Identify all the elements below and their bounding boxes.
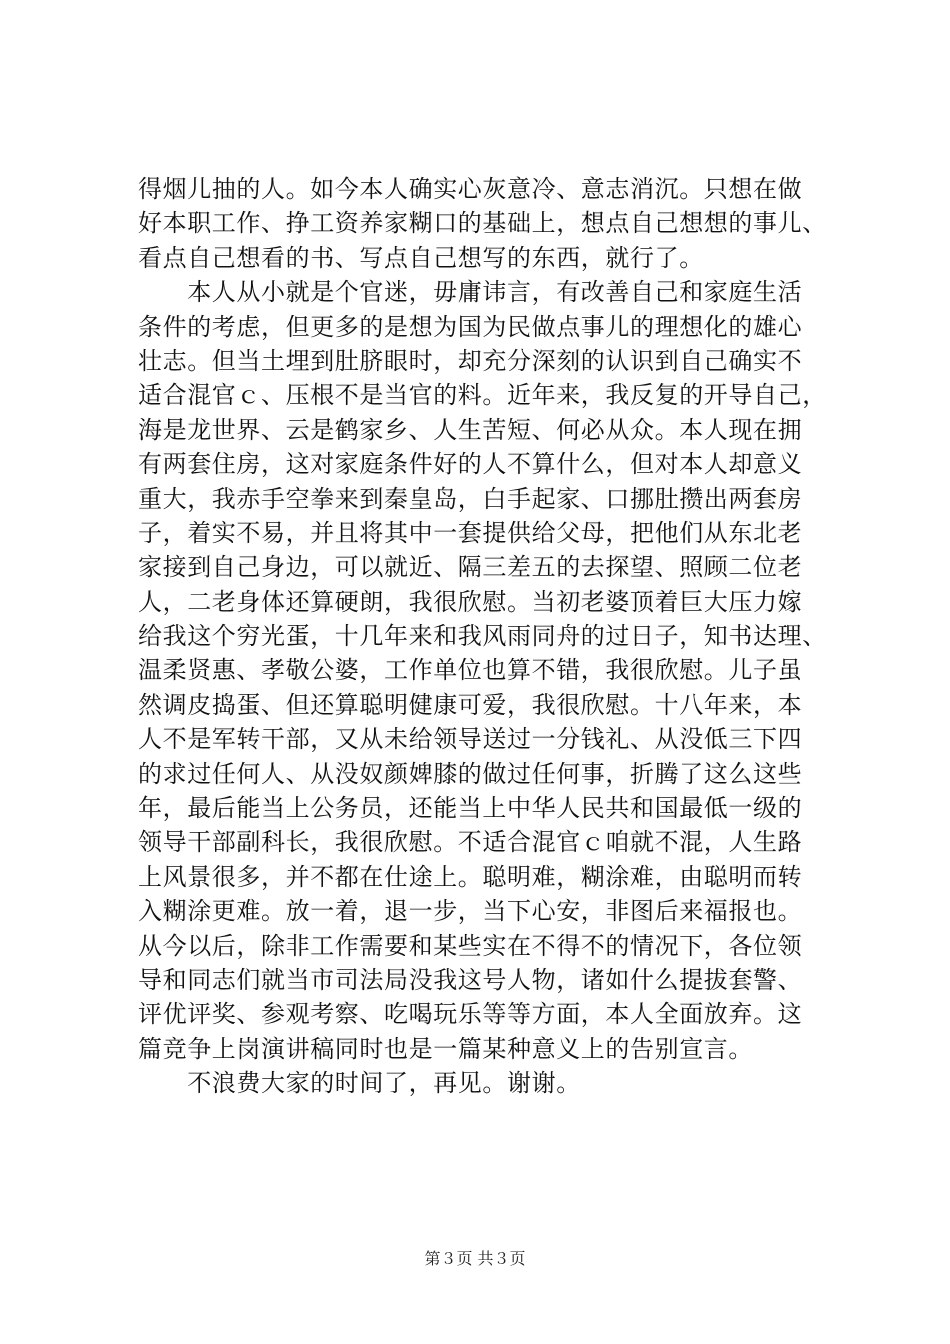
text-line: 不浪费大家的时间了，再见。谢谢。 xyxy=(138,1069,581,1098)
text-line: 重大，我赤手空拳来到秦皇岛，白手起家、口挪肚攒出两套房 xyxy=(138,484,803,513)
text-line: 家接到自己身边，可以就近、隔三差五的去探望、照顾二位老 xyxy=(138,553,803,582)
text-line: 温柔贤惠、孝敬公婆，工作单位也算不错，我很欣慰。儿子虽 xyxy=(138,656,803,685)
text-line: 给我这个穷光蛋，十几年来和我风雨同舟的过日子，知书达理、 xyxy=(138,622,827,651)
text-line: 好本职工作、挣工资养家糊口的基础上，想点自己想想的事儿、 xyxy=(138,209,827,238)
text-line: 评优评奖、参观考察、吃喝玩乐等等方面，本人全面放弃。这 xyxy=(138,1000,803,1029)
text-line: 年，最后能当上公务员，还能当上中华人民共和国最低一级的 xyxy=(138,794,803,823)
page-number-footer: 第３页 共３页 xyxy=(424,1249,526,1268)
text-line: 本人从小就是个官迷，毋庸讳言，有改善自己和家庭生活 xyxy=(138,278,803,307)
text-line: 从今以后，除非工作需要和某些实在不得不的情况下，各位领 xyxy=(138,931,803,960)
text-line: 领导干部副科长，我很欣慰。不适合混官ｃ咱就不混，人生路 xyxy=(138,828,803,857)
text-line: 得烟儿抽的人。如今本人确实心灰意冷、意志消沉。只想在做 xyxy=(138,175,803,203)
text-line: 篇竞争上岗演讲稿同时也是一篇某种意义上的告别宣言。 xyxy=(138,1034,753,1063)
text-line: 的求过任何人、从没奴颜婢膝的做过任何事，折腾了这么这些 xyxy=(138,759,803,788)
text-line: 人，二老身体还算硬朗，我很欣慰。当初老婆顶着巨大压力嫁 xyxy=(138,587,803,616)
text-line: 入糊涂更难。放一着，退一步，当下心安，非图后来福报也。 xyxy=(138,897,803,926)
text-line: 适合混官ｃ、压根不是当官的料。近年来，我反复的开导自己， xyxy=(138,381,827,410)
text-line: 上风景很多，并不都在仕途上。聪明难，糊涂难，由聪明而转 xyxy=(138,862,803,891)
text-line: 子，着实不易，并且将其中一套提供给父母，把他们从东北老 xyxy=(138,518,803,547)
text-line: 壮志。但当土埋到肚脐眼时，却充分深刻的认识到自己确实不 xyxy=(138,346,803,375)
text-line: 看点自己想看的书、写点自己想写的东西，就行了。 xyxy=(138,243,704,272)
document-body xyxy=(138,172,844,1101)
text-line: 有两套住房，这对家庭条件好的人不算什么，但对本人却意义 xyxy=(138,450,803,479)
text-line: 然调皮捣蛋、但还算聪明健康可爱，我很欣慰。十八年来，本 xyxy=(138,690,803,719)
text-line: 导和同志们就当市司法局没我这号人物，诸如什么提拔套警、 xyxy=(138,965,803,994)
text-line: 海是龙世界、云是鹤家乡、人生苦短、何必从众。本人现在拥 xyxy=(138,415,803,444)
text-line: 条件的考虑，但更多的是想为国为民做点事儿的理想化的雄心 xyxy=(138,312,803,341)
text-line: 人不是军转干部，又从未给领导送过一分钱礼、从没低三下四 xyxy=(138,725,803,754)
